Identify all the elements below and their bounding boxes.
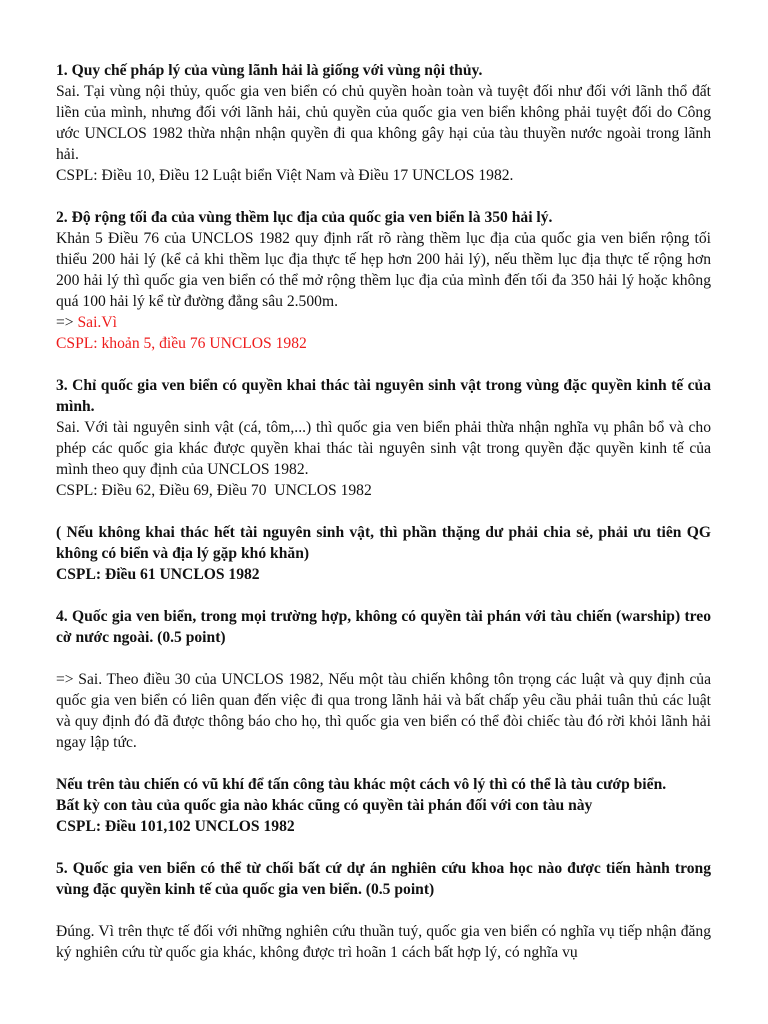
question-5 [56,858,711,900]
question-4-note [56,774,711,837]
question-2-verdict: Sai.Vì [77,314,117,331]
question-1 [56,60,711,186]
question-4-answer-block [56,669,711,753]
question-2-title: 2. Độ rộng tối đa của vùng thềm lục địa của quốc gia ven biển là 350 hải lý. [56,209,553,226]
question-2 [56,207,711,354]
question-1-title: 1. Quy chế pháp lý của vùng lãnh hải là giống với vùng nội thủy. [56,62,483,79]
question-5-title: 5. Quốc gia ven biển có thể từ chối bất cứ dự án nghiên cứu khoa học nào được tiến hành trong vùng đặc quyền kinh tế của quốc gia ven biển. (0.5 point) [56,860,711,898]
question-4-note-line-2: Bất kỳ con tàu của quốc gia nào khác cũng có quyền tài phán đối với con tàu này [56,797,593,814]
question-3-title: 3. Chỉ quốc gia ven biển có quyền khai thác tài nguyên sinh vật trong vùng đặc quyền kinh tế của mình. [56,377,711,415]
question-4-answer: => Sai. Theo điều 30 của UNCLOS 1982, Nếu một tàu chiến không tôn trọng các luật và quy định của quốc gia ven biển có liên quan đến việc đi qua trong lãnh hải và bất chấp yêu cầu phải tuân thủ các luật và quy định đó đã được thông báo cho họ, thì quốc gia ven biển có thể đòi chiếc tàu đó rời khỏi lãnh hải ngay lập tức. [56,671,711,751]
question-5-answer-block [56,921,711,963]
question-4-title: 4. Quốc gia ven biển, trong mọi trường hợp, không có quyền tài phán với tàu chiến (warship) treo cờ nước ngoài. (0.5 point) [56,608,711,646]
question-1-answer: Sai. Tại vùng nội thủy, quốc gia ven biển có chủ quyền hoàn toàn và tuyệt đối như đối với lãnh thổ đất liền của mình, nhưng đối với lãnh hải, chủ quyền của quốc gia ven biển không phải tuyệt đối do Công ước UNCLOS 1982 thừa nhận nhận quyền đi qua không gây hại của tàu thuyền nước ngoài trong lãnh hải. [56,83,711,163]
document-page [56,60,711,963]
question-3-note [56,522,711,585]
question-3-note-text: ( Nếu không khai thác hết tài nguyên sinh vật, thì phần thặng dư phải chia sẻ, phải ưu tiên QG không có biển và địa lý gặp khó khăn) [56,524,711,562]
question-4 [56,606,711,648]
question-2-cspl: CSPL: khoản 5, điều 76 UNCLOS 1982 [56,335,307,352]
question-3 [56,375,711,501]
question-3-cspl: CSPL: Điều 62, Điều 69, Điều 70 UNCLOS 1982 [56,482,372,499]
question-3-answer: Sai. Với tài nguyên sinh vật (cá, tôm,...) thì quốc gia ven biển phải thừa nhận nghĩa vụ phân bổ và cho phép các quốc gia khác được quyền khai thác tài nguyên sinh vật trong quyền đặc quyền kinh tế của mình theo quy định của UNCLOS 1982. [56,419,711,478]
question-4-note-line-1: Nếu trên tàu chiến có vũ khí để tấn công tàu khác một cách vô lý thì có thể là tàu cướp biển. [56,776,667,793]
question-2-answer: Khản 5 Điều 76 của UNCLOS 1982 quy định rất rõ ràng thềm lục địa của quốc gia ven biển rộng tối thiểu 200 hải lý (kể cả khi thềm lục địa thực tế hẹp hơn 200 hải lý), nếu thềm lục địa thực tế rộng hơn 200 hải lý thì quốc gia ven biển có thể mở rộng thềm lục địa của mình đến tối đa 350 hải lý hoặc không quá 100 hải lý kể từ đường đẳng sâu 2.500m. [56,230,711,310]
question-5-answer: Đúng. Vì trên thực tế đối với những nghiên cứu thuần tuý, quốc gia ven biển có nghĩa vụ tiếp nhận đăng ký nghiên cứu từ quốc gia khác, không được trì hoãn 1 cách bất hợp lý, có nghĩa vụ [56,923,711,961]
question-1-cspl: CSPL: Điều 10, Điều 12 Luật biển Việt Nam và Điều 17 UNCLOS 1982. [56,167,514,184]
question-4-note-cspl: CSPL: Điều 101,102 UNCLOS 1982 [56,818,295,835]
question-3-note-cspl: CSPL: Điều 61 UNCLOS 1982 [56,566,260,583]
question-2-arrow: => [56,314,78,331]
question-2-verdict-line [56,312,711,333]
